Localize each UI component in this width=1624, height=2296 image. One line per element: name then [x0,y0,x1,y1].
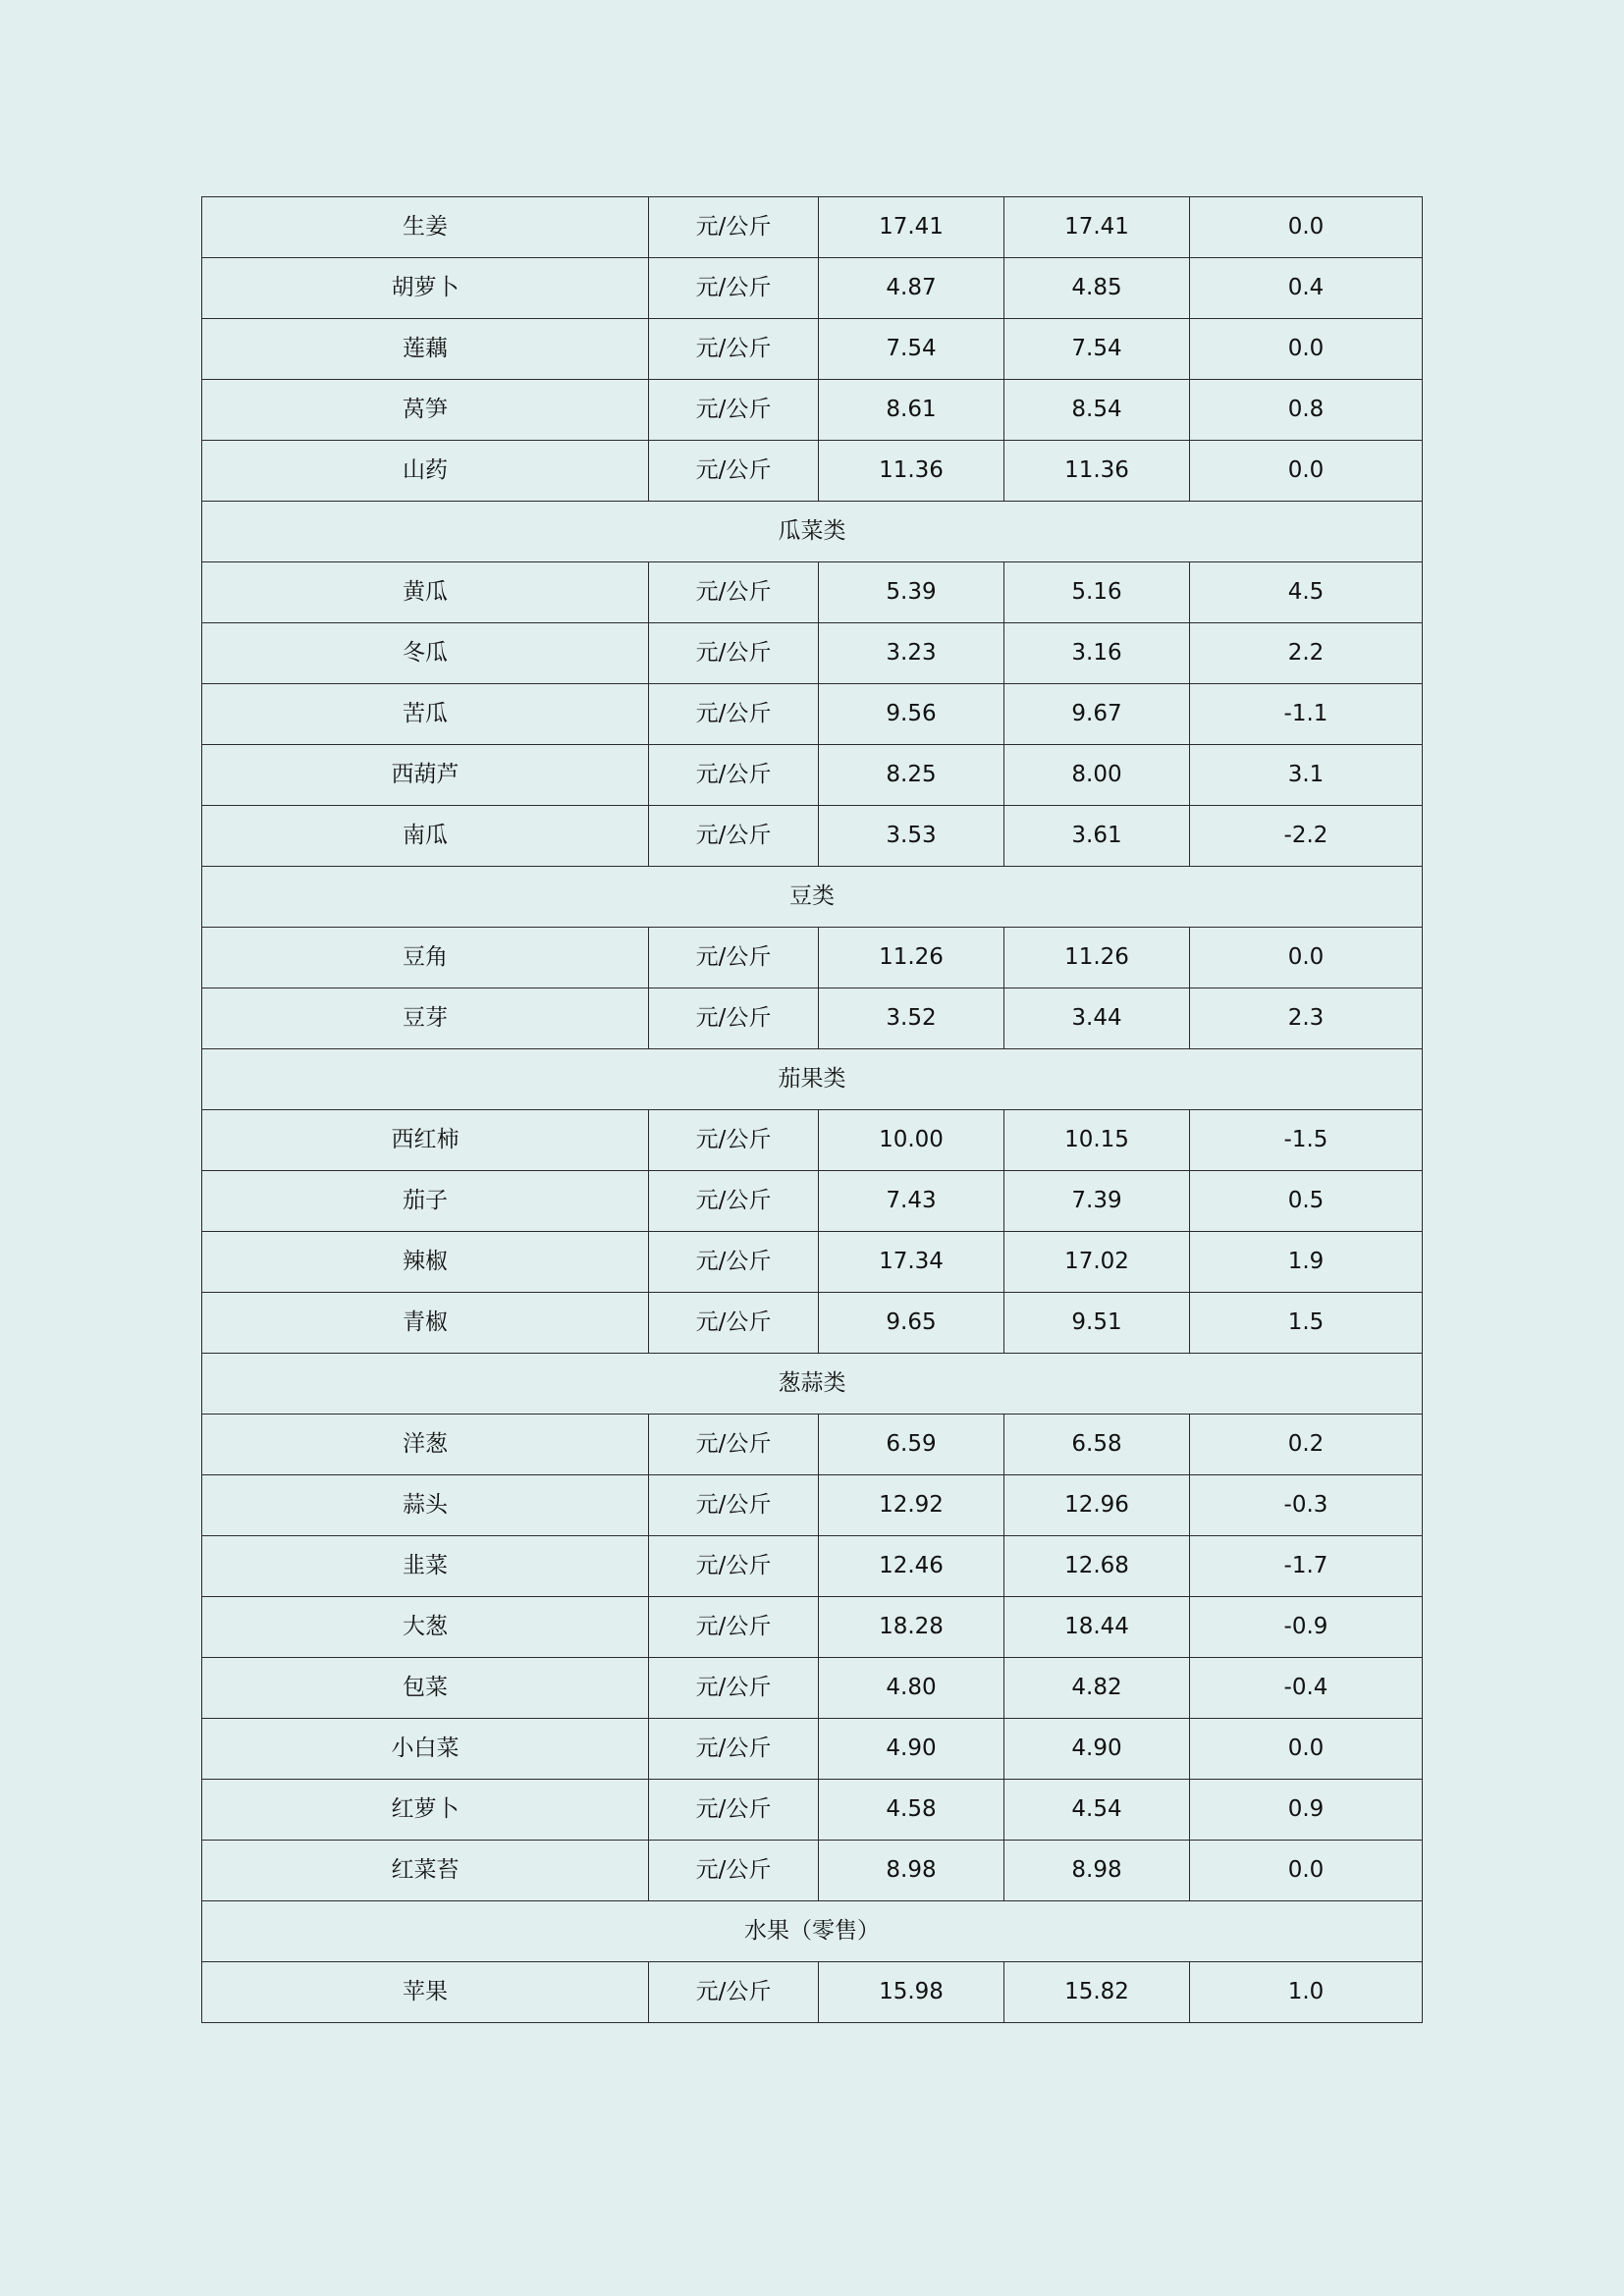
current-price-cell: 4.80 [819,1658,1004,1719]
change-percent-cell: -1.1 [1190,684,1423,745]
previous-price-cell: 3.61 [1004,806,1190,867]
current-price-cell: 11.36 [819,441,1004,502]
change-percent-cell: 0.9 [1190,1780,1423,1841]
table-row [202,684,1423,745]
current-price-cell: 3.52 [819,988,1004,1049]
table-row [202,1232,1423,1293]
unit-cell: 元/公斤 [649,684,819,745]
category-row [202,867,1423,928]
current-price-cell: 11.26 [819,928,1004,988]
change-percent-cell: -0.9 [1190,1597,1423,1658]
unit-cell: 元/公斤 [649,258,819,319]
category-row [202,1354,1423,1415]
table-row [202,319,1423,380]
table-row [202,1171,1423,1232]
unit-cell: 元/公斤 [649,1475,819,1536]
category-label: 豆类 [202,867,1423,928]
unit-cell: 元/公斤 [649,197,819,258]
previous-price-cell: 8.00 [1004,745,1190,806]
table-row [202,1415,1423,1475]
item-name-cell: 生姜 [202,197,649,258]
change-percent-cell: -1.5 [1190,1110,1423,1171]
item-name-cell: 黄瓜 [202,562,649,623]
current-price-cell: 7.43 [819,1171,1004,1232]
item-name-cell: 西葫芦 [202,745,649,806]
table-row [202,1841,1423,1901]
item-name-cell: 苹果 [202,1962,649,2023]
category-label: 葱蒜类 [202,1354,1423,1415]
category-label: 水果（零售） [202,1901,1423,1962]
item-name-cell: 小白菜 [202,1719,649,1780]
previous-price-cell: 18.44 [1004,1597,1190,1658]
unit-cell: 元/公斤 [649,380,819,441]
unit-cell: 元/公斤 [649,1536,819,1597]
change-percent-cell: -0.3 [1190,1475,1423,1536]
item-name-cell: 红菜苔 [202,1841,649,1901]
change-percent-cell: 0.0 [1190,197,1423,258]
category-label: 瓜菜类 [202,502,1423,562]
table-row [202,1293,1423,1354]
change-percent-cell: 0.0 [1190,928,1423,988]
change-percent-cell: 0.8 [1190,380,1423,441]
unit-cell: 元/公斤 [649,623,819,684]
table-row [202,1658,1423,1719]
previous-price-cell: 5.16 [1004,562,1190,623]
change-percent-cell: 3.1 [1190,745,1423,806]
unit-cell: 元/公斤 [649,1171,819,1232]
item-name-cell: 韭菜 [202,1536,649,1597]
unit-cell: 元/公斤 [649,1841,819,1901]
change-percent-cell: 0.0 [1190,1841,1423,1901]
current-price-cell: 8.98 [819,1841,1004,1901]
unit-cell: 元/公斤 [649,1780,819,1841]
previous-price-cell: 4.82 [1004,1658,1190,1719]
previous-price-cell: 12.68 [1004,1536,1190,1597]
change-percent-cell: 0.0 [1190,1719,1423,1780]
item-name-cell: 红萝卜 [202,1780,649,1841]
current-price-cell: 7.54 [819,319,1004,380]
price-table [201,196,1423,2023]
price-table-body [202,197,1423,2023]
previous-price-cell: 10.15 [1004,1110,1190,1171]
change-percent-cell: 0.0 [1190,319,1423,380]
previous-price-cell: 11.26 [1004,928,1190,988]
change-percent-cell: -2.2 [1190,806,1423,867]
current-price-cell: 17.34 [819,1232,1004,1293]
unit-cell: 元/公斤 [649,1232,819,1293]
change-percent-cell: -1.7 [1190,1536,1423,1597]
item-name-cell: 包菜 [202,1658,649,1719]
current-price-cell: 4.90 [819,1719,1004,1780]
item-name-cell: 西红柿 [202,1110,649,1171]
table-row [202,197,1423,258]
change-percent-cell: 1.9 [1190,1232,1423,1293]
previous-price-cell: 3.44 [1004,988,1190,1049]
item-name-cell: 莲藕 [202,319,649,380]
unit-cell: 元/公斤 [649,319,819,380]
previous-price-cell: 3.16 [1004,623,1190,684]
previous-price-cell: 6.58 [1004,1415,1190,1475]
change-percent-cell: 1.5 [1190,1293,1423,1354]
current-price-cell: 15.98 [819,1962,1004,2023]
item-name-cell: 山药 [202,441,649,502]
unit-cell: 元/公斤 [649,928,819,988]
item-name-cell: 南瓜 [202,806,649,867]
item-name-cell: 茄子 [202,1171,649,1232]
current-price-cell: 5.39 [819,562,1004,623]
current-price-cell: 8.61 [819,380,1004,441]
change-percent-cell: 0.4 [1190,258,1423,319]
previous-price-cell: 17.02 [1004,1232,1190,1293]
previous-price-cell: 11.36 [1004,441,1190,502]
table-row [202,988,1423,1049]
table-row [202,1475,1423,1536]
current-price-cell: 17.41 [819,197,1004,258]
unit-cell: 元/公斤 [649,1719,819,1780]
change-percent-cell: 1.0 [1190,1962,1423,2023]
item-name-cell: 洋葱 [202,1415,649,1475]
previous-price-cell: 15.82 [1004,1962,1190,2023]
current-price-cell: 12.46 [819,1536,1004,1597]
change-percent-cell: -0.4 [1190,1658,1423,1719]
current-price-cell: 9.56 [819,684,1004,745]
item-name-cell: 豆角 [202,928,649,988]
table-row [202,562,1423,623]
unit-cell: 元/公斤 [649,562,819,623]
table-row [202,1536,1423,1597]
current-price-cell: 18.28 [819,1597,1004,1658]
current-price-cell: 3.23 [819,623,1004,684]
unit-cell: 元/公斤 [649,745,819,806]
current-price-cell: 8.25 [819,745,1004,806]
current-price-cell: 9.65 [819,1293,1004,1354]
table-row [202,745,1423,806]
current-price-cell: 6.59 [819,1415,1004,1475]
item-name-cell: 大葱 [202,1597,649,1658]
item-name-cell: 蒜头 [202,1475,649,1536]
previous-price-cell: 9.51 [1004,1293,1190,1354]
item-name-cell: 辣椒 [202,1232,649,1293]
unit-cell: 元/公斤 [649,1658,819,1719]
category-row [202,1901,1423,1962]
table-row [202,441,1423,502]
previous-price-cell: 12.96 [1004,1475,1190,1536]
change-percent-cell: 0.5 [1190,1171,1423,1232]
table-row [202,1719,1423,1780]
unit-cell: 元/公斤 [649,1962,819,2023]
item-name-cell: 青椒 [202,1293,649,1354]
item-name-cell: 豆芽 [202,988,649,1049]
category-label: 茄果类 [202,1049,1423,1110]
previous-price-cell: 8.54 [1004,380,1190,441]
table-row [202,806,1423,867]
current-price-cell: 4.87 [819,258,1004,319]
change-percent-cell: 4.5 [1190,562,1423,623]
unit-cell: 元/公斤 [649,988,819,1049]
table-row [202,1962,1423,2023]
previous-price-cell: 7.54 [1004,319,1190,380]
category-row [202,1049,1423,1110]
unit-cell: 元/公斤 [649,1415,819,1475]
unit-cell: 元/公斤 [649,1597,819,1658]
table-row [202,258,1423,319]
previous-price-cell: 4.54 [1004,1780,1190,1841]
table-row [202,1110,1423,1171]
change-percent-cell: 0.2 [1190,1415,1423,1475]
unit-cell: 元/公斤 [649,1110,819,1171]
current-price-cell: 4.58 [819,1780,1004,1841]
previous-price-cell: 17.41 [1004,197,1190,258]
unit-cell: 元/公斤 [649,806,819,867]
table-row [202,928,1423,988]
previous-price-cell: 7.39 [1004,1171,1190,1232]
current-price-cell: 10.00 [819,1110,1004,1171]
previous-price-cell: 8.98 [1004,1841,1190,1901]
item-name-cell: 莴笋 [202,380,649,441]
current-price-cell: 12.92 [819,1475,1004,1536]
table-row [202,623,1423,684]
change-percent-cell: 2.2 [1190,623,1423,684]
table-row [202,1780,1423,1841]
change-percent-cell: 2.3 [1190,988,1423,1049]
change-percent-cell: 0.0 [1190,441,1423,502]
item-name-cell: 苦瓜 [202,684,649,745]
category-row [202,502,1423,562]
previous-price-cell: 4.90 [1004,1719,1190,1780]
current-price-cell: 3.53 [819,806,1004,867]
table-row [202,380,1423,441]
previous-price-cell: 9.67 [1004,684,1190,745]
table-row [202,1597,1423,1658]
unit-cell: 元/公斤 [649,441,819,502]
unit-cell: 元/公斤 [649,1293,819,1354]
previous-price-cell: 4.85 [1004,258,1190,319]
item-name-cell: 冬瓜 [202,623,649,684]
item-name-cell: 胡萝卜 [202,258,649,319]
